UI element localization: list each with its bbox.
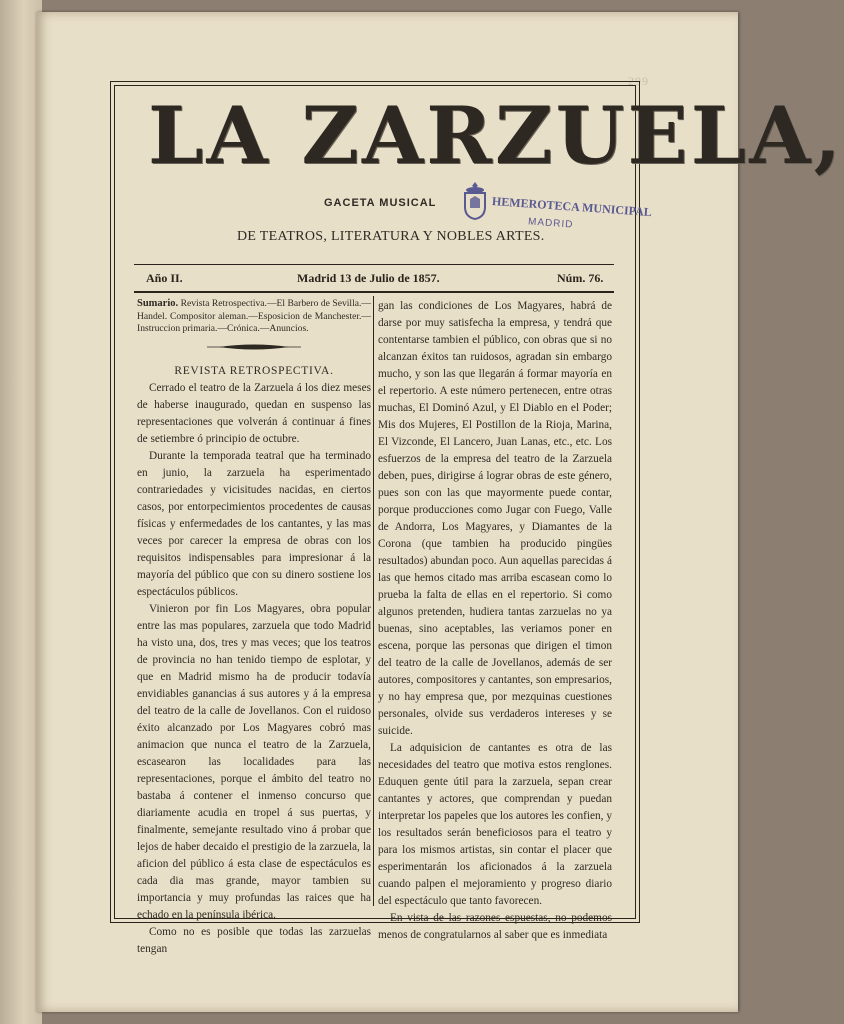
coat-of-arms-icon	[462, 180, 488, 220]
masthead-tagline: DE TEATROS, LITERATURA Y NOBLES ARTES.	[237, 229, 545, 244]
page-number: 299	[628, 74, 649, 88]
summary-text: Revista Retrospectiva.—El Barbero de Sevilla.—Handel. Compositor aleman.—Esposicion de Manchester.—Instruccion primaria.—Crónica.—Anuncios.	[137, 298, 371, 335]
paragraph: En vista de las razones espuestas, no podemos menos de congratularnos al saber que es inmediata	[378, 912, 612, 941]
paragraph: Cerrado el teatro de la Zarzuela á los diez meses de haberse inaugurado, quedan en suspenso las representaciones que volverán á continuar á fines de setiembre ó principio de octubre.	[137, 381, 371, 445]
masthead-title: LA ZARZUELA,	[148, 89, 844, 182]
ornament-rule-icon	[137, 340, 371, 354]
stamp-city: MADRID	[527, 216, 574, 231]
paragraph: La adquisicion de cantantes es otra de las necesidades del teatro que motiva estos renglones. Eduquen gente útil para la zarzuela, sepan crear cantantes y actores, que comprendan y puedan interpretar los papeles que los autores les confien, y los resultados serán beneficiosos para el teatro y para los mismos artistas, sin contar el placer que esperimentarán los aficionados á la zarzuela cuando palpen el mejoramiento y progreso diario del espectáculo que tanto favorecen.	[378, 742, 612, 907]
dateline-number: Núm. 76.	[557, 271, 604, 285]
summary-label: Sumario.	[137, 298, 179, 309]
summary	[137, 298, 371, 336]
section-title: REVISTA RETROSPECTIVA.	[174, 364, 334, 377]
right-column	[378, 298, 612, 944]
paragraph: Durante la temporada teatral que ha terminado en junio, la zarzuela ha esperimentado contrariedades y vicisitudes nacidas, en ciertos casos, por entorpecimientos procedentes de causas físicas y enfermedades de los cantantes, y las mas veces por carecer la empresa de obras con los requisitos indispensables para impresionar á la mayoría del público que con su dinero sostiene los espectáculos públicos.	[137, 449, 371, 598]
paragraph: gan las condiciones de Los Magyares, habrá de darse por muy satisfecha la empresa, y tendrá que contentarse tambien el público, con obras que si no alcanzan éxitos tan ruidosos, agradan sin embargo mucho, y son las que llegarán á formar mayoría en el repertorio. A este número pertenecen, entre otras muchas, El Dominó Azul, y El Diablo en el Poder; Mis dos Mujeres, El Postillon de la Rioja, Marina, El Vizconde, El Lancero, Juan Lanas, etc., etc. Los esfuerzos de la empresa del teatro de la Zarzuela deben, pues, dirigirse á lograr obras de este género, pues son con las que mayormente puede contar, porque producciones como Jugar con Fuego, Valle de Andorra, Los Magyares, y Diamantes de la Corona (que tambien ha producido pingües resultados) abundan poco. Aun aquellas parecidas á las que hemos citado mas arriba escasean como lo prueba la falta de ellas en el repertorio. Si como algunos pretenden, hudiera tantas zarzuelas no ya buenas, sino aceptables, las veriamos poner en escena, porque las personas que dirigen el timon del teatro de la calle de Jovellanos, además de ser autores, compositores y cantantes, son empresarios, y no hay empresa que, por mezquinas cuestiones personales, olvide sus verdaderos intereses y se suicide.	[378, 300, 612, 737]
column-divider	[373, 296, 374, 906]
paragraph: Como no es posible que todas las zarzuelas tengan	[137, 925, 371, 955]
dateline-bottom-rule	[134, 291, 614, 293]
dateline-top-rule	[134, 264, 614, 265]
dateline-date: Madrid 13 de Julio de 1857.	[297, 271, 440, 285]
dateline-year: Año II.	[146, 271, 183, 285]
paragraph: Vinieron por fin Los Magyares, obra popular entre las mas populares, zarzuela que todo Madrid ha visto una, dos, tres y mas veces; que los teatros de provincia no han tenido tiempo de esplotar, y que en Madrid mismo ha de producir todavía envidiables ganancias á sus autores y á la empresa del teatro de la calle de Jovellanos. Con el ruidoso éxito alcanzado por Los Magyares cobró mas animacion que nunca el teatro de la Zarzuela, escasearon las localidades para las representaciones, porque el ámbito del teatro no bastaba á contener el inmenso concurso que diariamente acudia en tropel á sus puertas, y finalmente, semejante resultado vino á probar que lejos de haber decaido el prestigio de la zarzuela, la aficion del público á esta clase de espectáculos es cada dia mas grande, mayor tambien su importancia y muy profundas las raices que ha echado en la península ibérica.	[137, 602, 371, 921]
masthead-subtitle: GACETA MUSICAL	[324, 197, 437, 209]
library-stamp	[462, 180, 653, 231]
stamp-text: HEMEROTECA MUNICIPAL	[491, 194, 653, 220]
left-column	[137, 298, 371, 958]
